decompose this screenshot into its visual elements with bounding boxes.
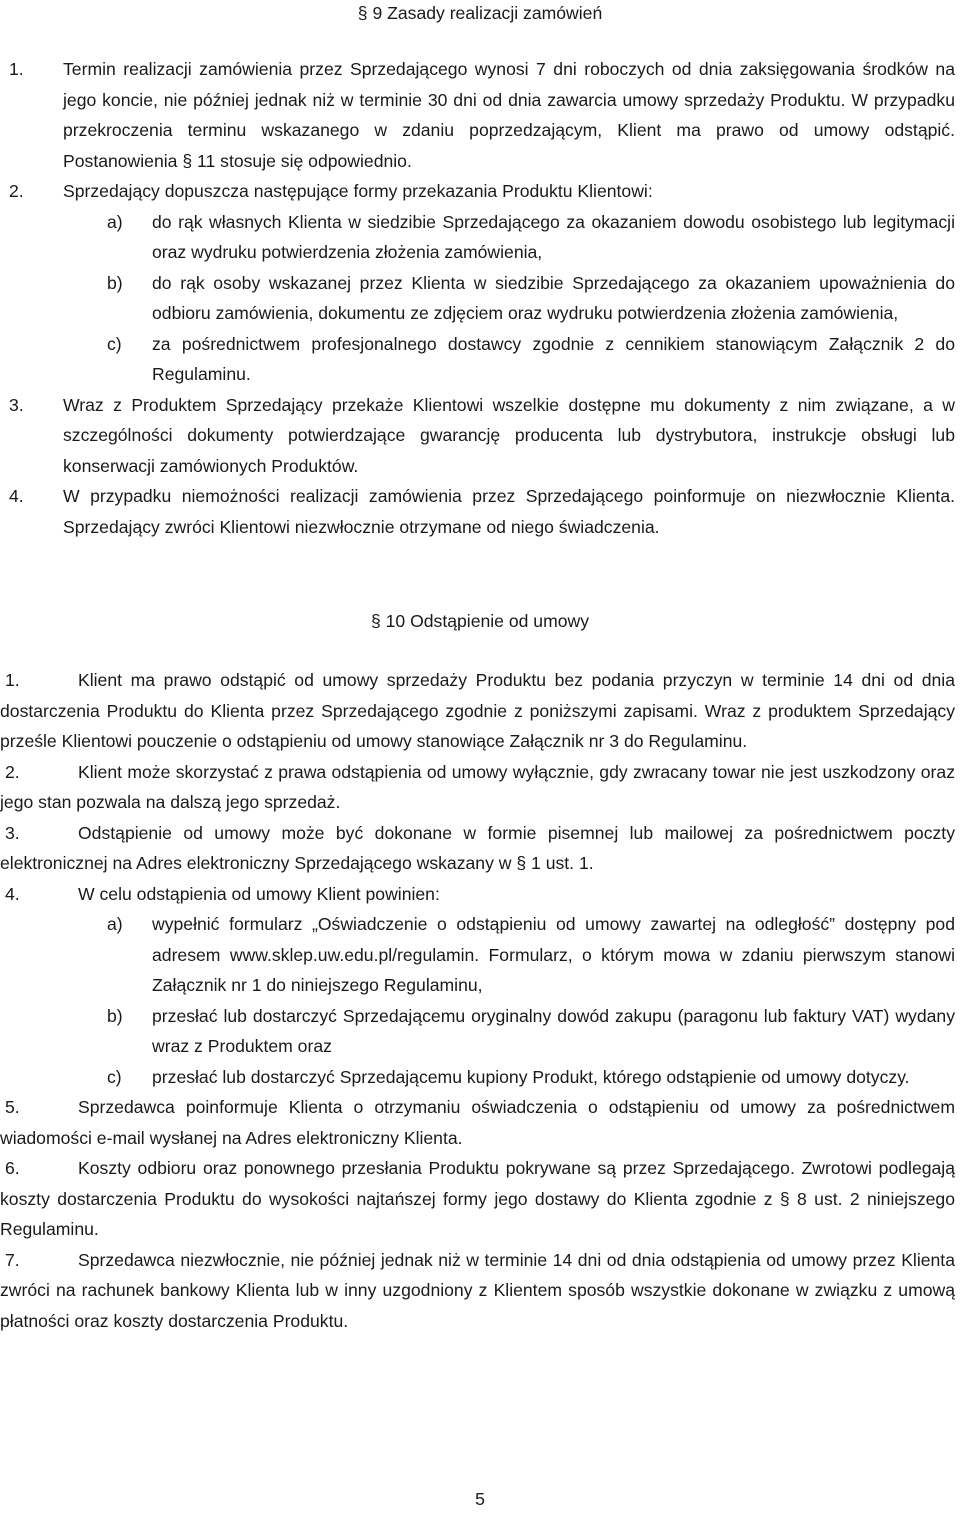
section-10-body [0,665,955,1336]
section-9-body [0,54,955,542]
item-number: 2. [9,181,24,201]
s9-item-2-sub-a [107,207,955,268]
item-number: 2. [5,761,20,782]
s10-item-3 [0,818,955,879]
item-text: Sprzedawca niezwłocznie, nie później jednak niż w terminie 14 dni od dnia odstąpienia od umowy przez Klienta zwróci na rachunek bankowy Klienta lub w inny uzgodniony z Klientem sposób wszystkie dokonane w związku z umową płatności oraz koszty dostarczenia Produktu. [0,1249,955,1331]
item-number: 4. [9,486,24,506]
s10-item-4-sub-c [107,1062,955,1093]
s9-item-2-sub-c [107,329,955,390]
item-text: Odstąpienie od umowy może być dokonane w formie pisemnej lub mailowej za pośrednictwem poczty elektronicznej na Adres elektroniczny Sprzedającego wskazany w § 1 ust. 1. [0,822,955,873]
item-number: 4. [5,883,20,904]
item-text: Termin realizacji zamówienia przez Sprzedającego wynosi 7 dni roboczych od dnia zaksięgowania środków na jego koncie, nie później jednak niż w terminie 30 dni od dnia zawarcia umowy sprzedaży Produktu. W przypadku przekroczenia terminu wskazanego w zdaniu poprzedzającym, Klient ma prawo od umowy odstąpić. Postanowienia § 11 stosuje się odpowiednio. [63,59,955,171]
s10-item-4-sub-a [107,909,955,1001]
sub-text: przesłać lub dostarczyć Sprzedającemu kupiony Produkt, którego odstąpienie od umowy dotyczy. [152,1066,910,1087]
s9-item-1 [0,54,955,176]
sub-letter: a) [107,211,123,232]
s10-item-7 [0,1245,955,1337]
sub-text: do rąk osoby wskazanej przez Klienta w siedzibie Sprzedającego za okazaniem upoważnienia do odbioru zamówienia, dokumentu ze zdjęciem oraz wydruku potwierdzenia złożenia zamówienia, [152,272,955,323]
item-text: Klient może skorzystać z prawa odstąpienia od umowy wyłącznie, gdy zwracany towar nie jest uszkodzony oraz jego stan pozwala na dalszą jego sprzedaż. [0,761,955,812]
item-text: Koszty odbioru oraz ponownego przesłania Produktu pokrywane są przez Sprzedającego. Zwrotowi podlegają koszty dostarczenia Produktu do wysokości najtańszej formy jego dostawy do Klienta zgodnie z § 8 ust. 2 niniejszego Regulaminu. [0,1158,955,1239]
s10-item-1 [0,665,955,757]
item-text: W celu odstąpienia od umowy Klient powinien: [78,883,440,904]
sub-text: za pośrednictwem profesjonalnego dostawcy zgodnie z cennikiem stanowiącym Załącznik 2 do Regulaminu. [152,333,955,384]
s10-item-2 [0,757,955,818]
s9-item-4 [0,481,955,542]
s10-item-5 [0,1092,955,1153]
item-text: Sprzedający dopuszcza następujące formy przekazania Produktu Klientowi: [63,181,653,201]
s10-item-6 [0,1153,955,1245]
s9-item-3 [0,390,955,482]
sub-letter: c) [107,333,122,354]
item-text: Wraz z Produktem Sprzedający przekaże Klientowi wszelkie dostępne mu dokumenty z nim związane, a w szczególności dokumenty potwierdzające gwarancję producenta lub dystrybutora, instrukcje obsługi lub konserwacji zamówionych Produktów. [63,394,955,476]
item-number: 3. [9,394,24,415]
item-text: Sprzedawca poinformuje Klienta o otrzymaniu oświadczenia o odstąpieniu od umowy za pośrednictwem wiadomości e-mail wysłanej na Adres elektroniczny Klienta. [0,1097,955,1148]
item-number: 7. [5,1249,20,1270]
sub-text: przesłać lub dostarczyć Sprzedającemu oryginalny dowód zakupu (paragonu lub faktury VAT) wydany wraz z Produktem oraz [152,1005,955,1056]
sub-letter: b) [107,272,123,293]
item-number: 1. [5,670,20,690]
sub-letter: c) [107,1066,122,1087]
item-number: 1. [9,59,24,79]
item-number: 5. [5,1097,20,1117]
item-number: 6. [5,1158,20,1178]
sub-letter: a) [107,914,123,934]
section-10-heading: § 10 Odstąpienie od umowy [370,611,590,631]
section-9-heading: § 9 Zasady realizacji zamówień [357,3,603,23]
s9-item-2-sub-b [107,268,955,329]
sub-text: do rąk własnych Klienta w siedzibie Sprzedającego za okazaniem dowodu osobistego lub legitymacji oraz wydruku potwierdzenia złożenia zamówienia, [152,211,955,262]
item-text: W przypadku niemożności realizacji zamówienia przez Sprzedającego poinformuje on niezwłocznie Klienta. Sprzedający zwróci Klientowi niezwłocznie otrzymane od niego świadczenia. [63,486,955,537]
item-text: Klient ma prawo odstąpić od umowy sprzedaży Produktu bez podania przyczyn w terminie 14 dni od dnia dostarczenia Produktu do Klienta przez Sprzedającego zgodnie z poniższymi zapisami. Wraz z produktem Sprzedający prześle Klientowi pouczenie o odstąpieniu od umowy stanowiące Załącznik nr 3 do Regulaminu. [0,670,955,751]
s9-item-2 [0,176,955,390]
s10-item-4-sub-b [107,1001,955,1062]
item-number: 3. [5,822,20,843]
s10-item-4 [0,879,955,1093]
sub-text: wypełnić formularz „Oświadczenie o odstąpieniu od umowy zawartej na odległość” dostępny pod adresem www.sklep.uw.edu.pl/regulamin. Formularz, o którym mowa w zdaniu pierwszym stanowi Załącznik nr 1 do niniejszego Regulaminu, [152,914,955,995]
sub-letter: b) [107,1005,123,1026]
page-number: 5 [475,1489,485,1509]
